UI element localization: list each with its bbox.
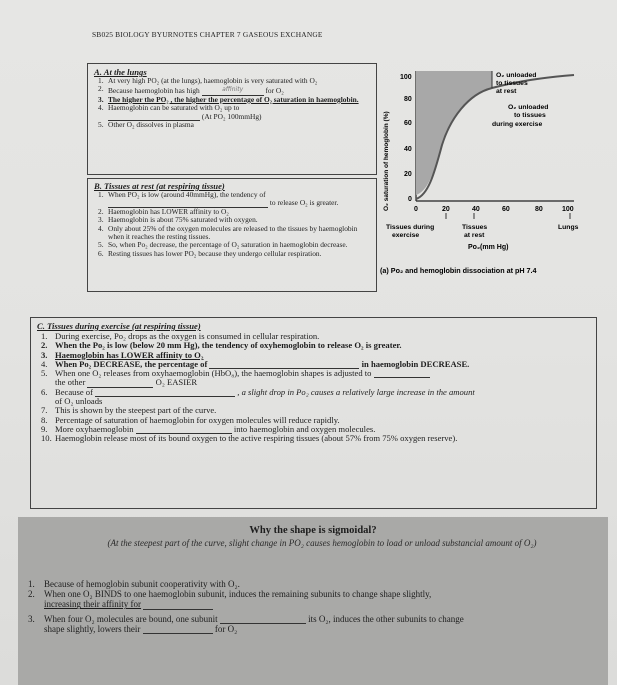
y-tick-label: 0 — [408, 196, 412, 203]
section-a-box — [87, 63, 377, 175]
y-axis-label: O₂ saturation of hemoglobin (%) — [383, 111, 390, 211]
annotation-exercise: O₂ unloaded to tissues during exercise — [492, 104, 549, 128]
list-item: 3. When four O₂ molecules are bound, one subunit its O₂, induces the other subunits to change shape slightly, lowers their for O₂ — [28, 613, 464, 634]
fill-blank[interactable] — [95, 396, 235, 397]
fill-blank[interactable]: affinity — [202, 85, 264, 95]
list-item: 3. Haemoglobin is about 75% saturated with oxygen. — [98, 215, 258, 225]
list-item: 3. The higher the PO₂ , the higher the percentage of O₂ saturation in haemoglobin. — [98, 94, 359, 104]
x-tick-label: 0 — [414, 206, 418, 213]
section-d-title: Why the shape is sigmoidal? — [249, 525, 377, 536]
y-tick-label: 20 — [404, 171, 412, 178]
list-item: 6. Resting tissues has lower PO₂ because they undergo cellular respiration. — [98, 248, 322, 258]
label-exercise: Tissues during exercise — [386, 224, 435, 239]
list-item: 1. Because of hemoglobin subunit cooperativity with O₂. — [28, 579, 240, 589]
list-item: 2. Because haemoglobin has high affinity for O₂ — [98, 84, 284, 96]
annotation-rest: O₂ unloaded to tissues at rest — [496, 72, 537, 95]
list-item: 8. Percentage of saturation of haemoglobin for oxygen molecules will reduce rapidly. — [41, 414, 340, 425]
section-d-box — [18, 517, 608, 685]
x-tick-label: 40 — [472, 206, 480, 213]
fill-blank[interactable] — [143, 609, 213, 610]
fill-blank[interactable] — [143, 633, 213, 634]
section-c-title: C. Tissues during exercise (at respiring tissue) — [37, 321, 201, 331]
unloaded-region — [416, 71, 492, 195]
list-item: 10. Haemoglobin release most of its bound oxygen to the active respiring tissues (about 57% from 75% oxygen reserve). — [41, 433, 458, 444]
y-tick-label: 80 — [404, 96, 412, 103]
list-item: 1. At very high PO₂ (at the lungs), haemoglobin is very saturated with O₂ — [98, 76, 318, 85]
x-axis-label: Po₂(mm Hg) — [468, 244, 509, 251]
list-item: 5. Other O₂ dissolves in plasma — [98, 120, 194, 130]
list-item: 5. So, when Po₂ decrease, the percentage of O₂ saturation in haemoglobin decrease. — [98, 240, 348, 250]
list-item: 4. Haemoglobin can be saturated with O₂ up to (At PO₂ 100mmHg) — [98, 103, 262, 121]
list-item: 3. Haemoglobin has LOWER affinity to O₂ — [41, 349, 204, 360]
section-b-box — [87, 178, 377, 292]
section-b-title: B. Tissues at rest (at respiring tissue) — [94, 181, 225, 191]
section-d-subtitle: (At the steepest part of the curve, slight change in PO₂ causes hemoglobin to load or unload substancial amount of O₂) — [107, 538, 537, 548]
section-a-title: A. At the lungs — [94, 67, 147, 77]
list-item: 1. When PO₂ is low (around 40mmHg), the tendency of to release O₂ is greater. — [98, 190, 339, 208]
page-header: SB025 BIOLOGY BYURNOTES CHAPTER 7 GASEOUS EXCHANGE — [92, 30, 323, 39]
x-tick-label: 20 — [442, 206, 450, 213]
y-tick-label: 60 — [404, 120, 412, 127]
x-tick-label: 60 — [502, 206, 510, 213]
list-item: 2. Haemoglobin has LOWER affinity to O₂ — [98, 206, 229, 216]
list-item: 4. When Po₂ DECREASE, the percentage of in haemoglobin DECREASE. — [41, 358, 470, 369]
x-tick-label: 80 — [535, 206, 543, 213]
y-tick-label: 100 — [400, 74, 412, 81]
fill-blank[interactable] — [374, 377, 430, 378]
list-item: 2. When one O₂ BINDS to one haemoglobin subunit, induces the remaining subunits to change shape slightly, increasing their affinity for — [28, 589, 432, 610]
list-item: 7. This is shown by the steepest part of the curve. — [41, 405, 217, 416]
list-item: 4. Only about 25% of the oxygen molecules are released to the tissues by haemoglobin when it reaches the resting tissues. — [98, 223, 358, 242]
list-item: 6. Because of , a slight drop in Po₂ causes a relatively large increase in the amount of O₂ unloads — [41, 386, 475, 407]
section-c-box — [30, 317, 597, 509]
list-item: 9. More oxyhaemoglobin into haemoglobin and oxygen molecules. — [41, 423, 376, 434]
label-rest: Tissues at rest — [462, 224, 488, 239]
label-lungs: Lungs — [558, 224, 579, 231]
list-item: 2. When the Po₂ is low (below 20 mm Hg), the tendency of oxyhemoglobin to release O₂ is greater. — [41, 340, 402, 351]
y-tick-label: 40 — [404, 146, 412, 153]
x-tick-label: 100 — [562, 206, 574, 213]
graph-caption: (a) Po₂ and hemoglobin dissociation at pH 7.4 — [380, 266, 537, 275]
list-item: 5. When one O₂ releases from oxyhaemoglobin (HbO₈), the haemoglobin shapes is adjusted to the other O₂ EASIER — [35, 369, 591, 388]
list-item: 1. During exercise, Po₂ drops as the oxygen is consumed in cellular respiration. — [41, 331, 320, 341]
dissociation-curve-graph — [378, 63, 608, 295]
